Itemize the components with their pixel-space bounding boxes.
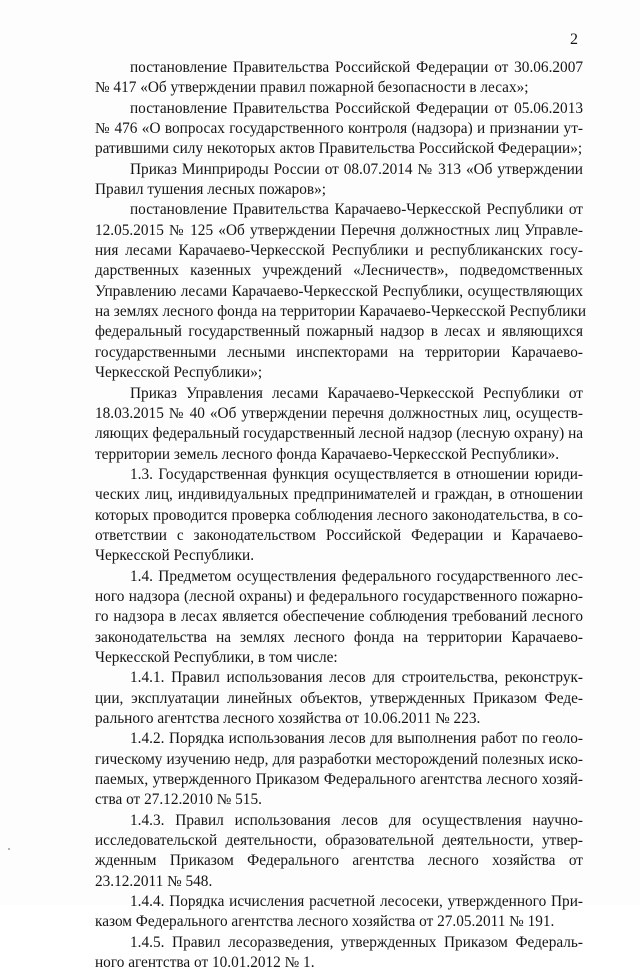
text-line: 1.4. Предметом осуществления федерального государственного лес- — [130, 567, 583, 585]
text-line: постановление Правительства Российской Федерации от 05.06.2013 — [130, 99, 583, 117]
paragraph — [95, 384, 583, 465]
text-line: 1.4.1. Правил использования лесов для строительства, реконструк- — [130, 669, 583, 687]
paragraph — [95, 58, 583, 99]
text-line: территории земель лесного фонда Карачаево-Черкесской Республики». — [95, 445, 560, 463]
text-line: го надзора в лесах является обеспечение соблюдения требований лесного — [95, 608, 583, 626]
text-line: ляющих федеральный государственный лесной надзор (лесную охрану) на — [95, 425, 584, 443]
text-line: 12.05.2015 № 125 «Об утверждении Перечня должностных лиц Управле- — [95, 221, 583, 239]
text-line: Приказ Минприроды России от 08.07.2014 № 313 «Об утверждении — [130, 160, 583, 178]
text-line: № 417 «Об утверждении правил пожарной безопасности в лесах»; — [95, 79, 529, 97]
text-line: 23.12.2011 № 548. — [95, 872, 213, 890]
paragraph — [95, 567, 583, 669]
text-line: постановление Правительства Карачаево-Черкесской Республики от — [130, 201, 583, 219]
text-line: 1.4.5. Правил лесоразведения, утвержденных Приказом Федераль- — [130, 933, 583, 951]
text-line: ного агентства от 10.01.2012 № 1. — [95, 954, 315, 972]
text-line: дарственных казенных учреждений «Лесничеств», подведомственных — [95, 262, 583, 280]
text-line: ции, эксплуатации линейных объектов, утвержденных Приказом Феде- — [95, 689, 583, 707]
paragraph — [95, 99, 583, 160]
text-line: постановление Правительства Российской Федерации от 30.06.2007 — [130, 59, 583, 76]
paragraph — [95, 160, 583, 201]
text-line: ответствии с законодательством Российской Федерации и Карачаево- — [95, 526, 583, 544]
paragraph — [95, 668, 583, 729]
text-line: рального агентства лесного хозяйства от 10.06.2011 № 223. — [95, 710, 481, 727]
text-line: Черкесской Республики»; — [95, 364, 263, 382]
text-line: 18.03.2015 № 40 «Об утверждении перечня должностных лиц, осуществ- — [95, 404, 583, 422]
text-line: 1.4.3. Правил использования лесов для осуществления научно- — [130, 811, 583, 829]
text-line: государственными лесными инспекторами на территории Карачаево- — [95, 343, 583, 361]
text-line: гическому изучению недр, для разработки месторождений полезных иско- — [95, 750, 583, 768]
text-line: ческих лиц, индивидуальных предпринимателей и граждан, в отношении — [95, 486, 583, 504]
text-line: ния лесами Карачаево-Черкесской Республики и республиканских госу- — [95, 242, 583, 260]
text-line: 1.3. Государственная функция осуществляется в отношении юриди- — [130, 465, 583, 483]
document-body — [95, 58, 587, 973]
text-line: которых проводится проверка соблюдения лесного законодательства, в со- — [95, 506, 583, 524]
text-line: Черкесской Республики, в том числе: — [95, 648, 338, 666]
paragraph — [95, 892, 583, 933]
text-line: жденным Приказом Федерального агентства лесного хозяйства от — [95, 852, 583, 870]
paragraph — [95, 729, 583, 810]
text-line: на землях лесного фонда на территории Карачаево-Черкесской Республики — [95, 303, 587, 321]
text-line: паемых, утвержденного Приказом Федерального агентства лесного хозяй- — [95, 771, 583, 789]
text-line: ного надзора (лесной охраны) и федерального государственного пожарно- — [95, 587, 583, 605]
text-line: законодательства на землях лесного фонда на территории Карачаево- — [95, 628, 583, 646]
text-line: казом Федерального агентства лесного хозяйства от 27.05.2011 № 191. — [95, 913, 555, 931]
text-line: ратившими силу некоторых актов Правительства Российской Федерации»; — [95, 140, 583, 158]
text-line: 1.4.4. Порядка исчисления расчетной лесосеки, утвержденного При- — [130, 893, 583, 911]
text-line: ства от 27.12.2010 № 515. — [95, 791, 262, 809]
text-line: федеральный государственный пожарный надзор в лесах и являющихся — [95, 323, 583, 341]
text-line: 1.4.2. Порядка использования лесов для выполнения работ по геоло- — [130, 730, 583, 748]
text-line: исследовательской деятельности, образовательной деятельности, утвер- — [95, 832, 583, 850]
text-line: Черкесской Республики. — [95, 547, 255, 565]
paragraph — [95, 200, 587, 383]
text-line: № 476 «О вопросах государственного контроля (надзора) и признании ут- — [95, 120, 583, 138]
paragraph — [95, 811, 583, 892]
text-line: Управлению лесами Карачаево-Черкесской Республики, осуществляющих — [95, 282, 583, 300]
text-line: Приказ Управления лесами Карачаево-Черкесской Республики от — [130, 384, 583, 402]
page-number: 2 — [570, 31, 578, 48]
paragraph — [95, 933, 583, 973]
text-line: Правил тушения лесных пожаров»; — [95, 181, 327, 199]
scan-speck — [8, 848, 10, 850]
paragraph — [95, 465, 583, 567]
